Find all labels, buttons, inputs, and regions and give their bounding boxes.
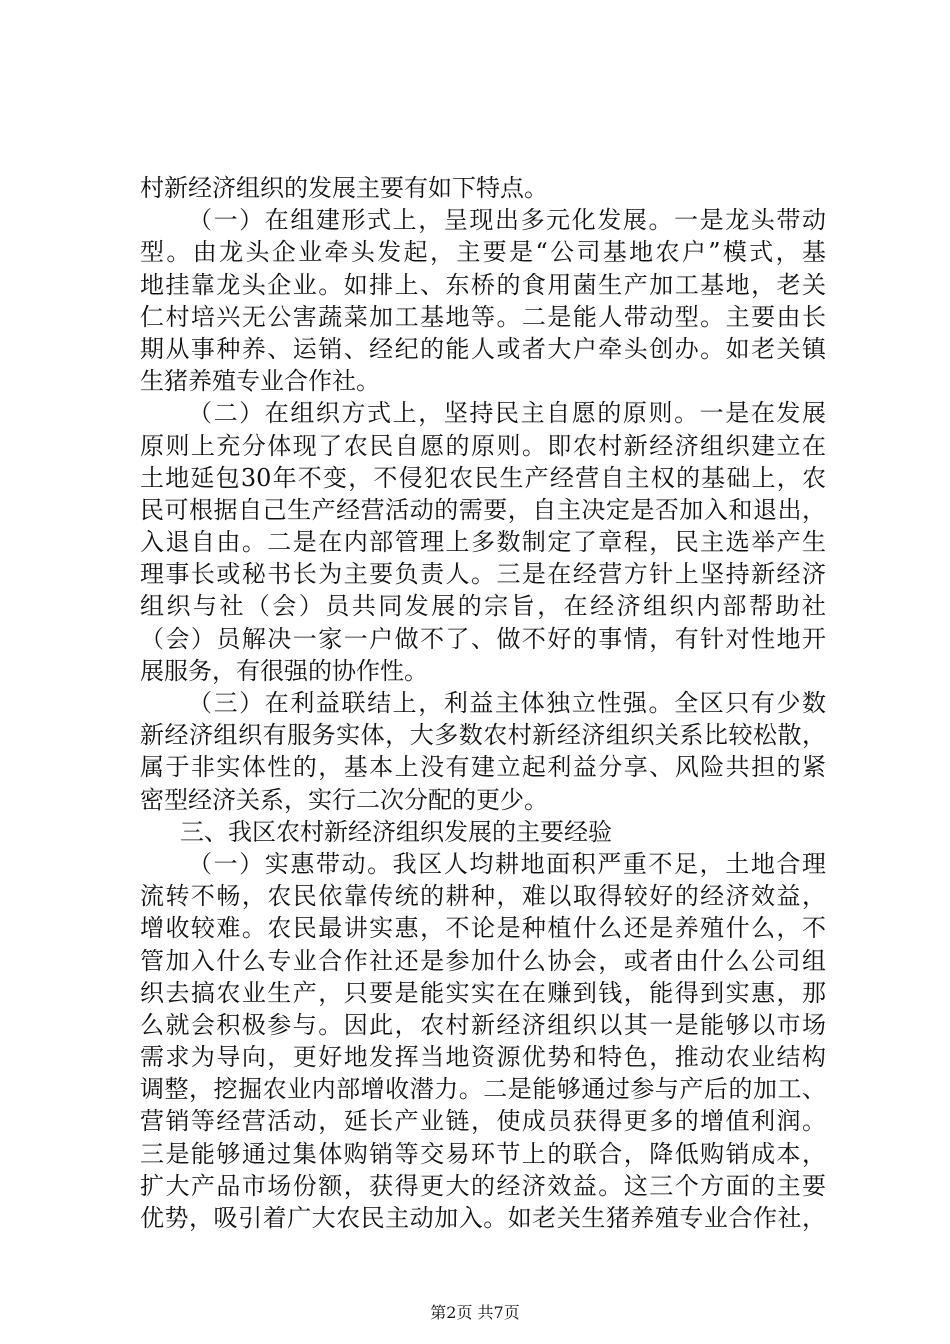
text-line: 增收较难。农民最讲实惠，不论是种植什么还是养殖什么，不: [140, 914, 826, 943]
document-body: [140, 172, 826, 1234]
text-line: 型。由龙头企业牵头发起，主要是“公司基地农户”模式，基: [140, 238, 826, 267]
text-line: 三是能够通过集体购销等交易环节上的联合，降低购销成本，: [140, 1139, 826, 1168]
text-line: 组织与社（会）员共同发展的宗旨，在经济组织内部帮助社: [140, 592, 826, 621]
section-heading: 三、我区农村新经济组织发展的主要经验: [180, 817, 612, 846]
text-line: （三）在利益联结上，利益主体独立性强。全区只有少数: [188, 689, 826, 717]
text-line: 理事长或秘书长为主要负责人。三是在经营方针上坚持新经济: [140, 560, 826, 589]
text-line: 扩大产品市场份额，获得更大的经济效益。这三个方面的主要: [140, 1171, 826, 1200]
text-line: 营销等经营活动，延长产业链，使成员获得更多的增值利润。: [140, 1107, 826, 1136]
text-line: 展服务，有很强的协作性。: [140, 656, 428, 685]
text-line: 新经济组织有服务实体，大多数农村新经济组织关系比较松散，: [140, 721, 826, 750]
text-line: （二）在组织方式上，坚持民主自愿的原则。一是在发展: [188, 399, 826, 428]
text-line: 流转不畅，农民依靠传统的耕种，难以取得较好的经济效益，: [140, 882, 826, 911]
text-line: 仁村培兴无公害蔬菜加工基地等。二是能人带动型。主要由长: [140, 302, 826, 331]
text-line: 原则上充分体现了农民自愿的原则。即农村新经济组织建立在: [140, 431, 826, 460]
text-line: （一）在组建形式上，呈现出多元化发展。一是龙头带动: [188, 206, 826, 235]
text-line: 需求为导向，更好地发挥当地资源优势和特色，推动农业结构: [140, 1043, 826, 1072]
text-line: 村新经济组织的发展主要有如下特点。: [140, 174, 548, 202]
text-line: 入退自由。二是在内部管理上多数制定了章程，民主选举产生: [140, 528, 826, 557]
text-line: 属于非实体性的，基本上没有建立起利益分享、风险共担的紧: [140, 753, 826, 782]
text-line: 么就会积极参与。因此，农村新经济组织以其一是能够以市场: [140, 1010, 826, 1039]
text-line: 调整，挖掘农业内部增收潜力。二是能够通过参与产后的加工、: [140, 1075, 826, 1104]
text-line: 土地延包30年不变，不侵犯农民生产经营自主权的基础上，农: [140, 463, 826, 492]
text-line: 地挂靠龙头企业。如排上、东桥的食用菌生产加工基地，老关: [140, 270, 826, 299]
text-line: （会）员解决一家一户做不了、做不好的事情，有针对性地开: [140, 624, 826, 653]
text-line: 密型经济关系，实行二次分配的更少。: [140, 785, 548, 814]
text-line: 民可根据自己生产经营活动的需要，自主决定是否加入和退出，: [140, 495, 826, 524]
text-line: 管加入什么专业合作社还是参加什么协会，或者由什么公司组: [140, 946, 826, 975]
text-line: （一）实惠带动。我区人均耕地面积严重不足，土地合理: [188, 849, 826, 878]
text-line: 优势，吸引着广大农民主动加入。如老关生猪养殖专业合作社，: [140, 1204, 826, 1232]
text-line: 生猪养殖专业合作社。: [140, 367, 380, 396]
text-line: 期从事种养、运销、经纪的能人或者大户牵头创办。如老关镇: [140, 334, 826, 363]
page-number-footer: 第2页 共7页: [430, 1303, 520, 1322]
text-line: 织去搞农业生产，只要是能实实在在赚到钱，能得到实惠，那: [140, 978, 826, 1007]
